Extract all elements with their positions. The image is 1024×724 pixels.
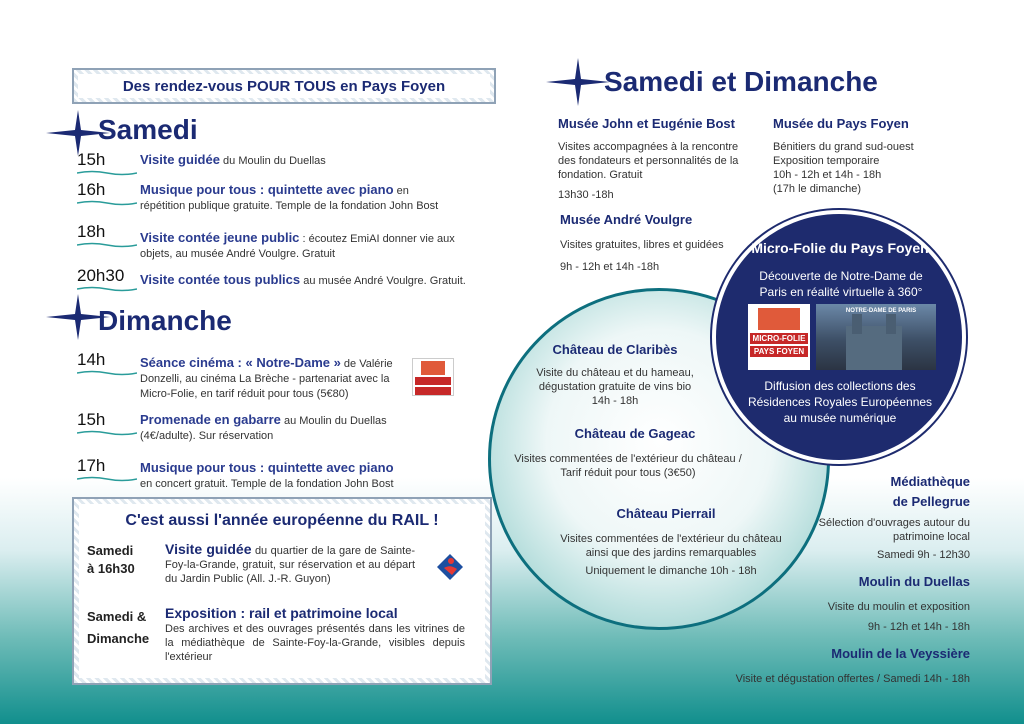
micro-folie-logo xyxy=(748,304,810,370)
logo-text: MICRO-FOLIE xyxy=(750,333,808,344)
mediatheque-hours: Samedi 9h - 12h30 xyxy=(877,549,970,561)
mediatheque-title2: de Pellegrue xyxy=(892,494,970,509)
micro-folie-text2: Diffusion des collections des Résidences Royales Européennes au musée numérique xyxy=(747,379,933,425)
event-entry xyxy=(140,460,500,492)
event-entry xyxy=(140,272,500,289)
rail-item-text: du quartier de la gare de Sainte-Foy-la-Grande, gratuit, sur réservation et au départ du Jardin Public (All. J.-R. Guyon) xyxy=(165,545,416,585)
event-text: au musée André Voulgre. Gratuit. xyxy=(300,275,466,287)
museum-pays-foyen-title: Musée du Pays Foyen xyxy=(773,116,909,131)
event-entry xyxy=(140,152,500,169)
event-title: Visite contée tous publics xyxy=(140,272,301,287)
event-title: Musique pour tous : quintette avec piano xyxy=(140,460,394,475)
museum-voulgre-hours: 9h - 12h et 14h -18h xyxy=(560,261,660,273)
rail-box xyxy=(72,497,492,685)
header-banner xyxy=(72,68,496,104)
rail-item xyxy=(165,542,415,586)
banner-title: Des rendez-vous POUR TOUS en Pays Foyen xyxy=(78,74,490,98)
rail-when-line: à 16h30 xyxy=(87,561,135,576)
museum-bost-text: Visites accompagnées à la rencontre des fondateurs et personnalités de la fondation. Gratuit xyxy=(558,141,739,181)
event-text: du Moulin du Duellas xyxy=(219,155,326,167)
sncf-logo-icon xyxy=(435,552,465,582)
info-line: 14h - 18h xyxy=(591,395,639,407)
event-text: de Valérie xyxy=(340,358,393,370)
sunday-title: Dimanche xyxy=(98,305,232,336)
museum-bost-title: Musée John et Eugénie Bost xyxy=(558,116,735,131)
chateau-pierrail-hours: Uniquement le dimanche 10h - 18h xyxy=(585,565,757,577)
moulin-duellas-title: Moulin du Duellas xyxy=(858,574,970,589)
star-icon xyxy=(546,58,610,106)
moulin-duellas-text: Visite du moulin et exposition xyxy=(827,601,970,613)
rail-title: C'est aussi l'année européenne du RAIL ! xyxy=(125,512,439,529)
event-time: 15h xyxy=(77,410,106,429)
event-text: en xyxy=(393,185,409,197)
info-line: 10h - 12h et 14h - 18h xyxy=(773,169,882,181)
wave-underline xyxy=(77,286,137,292)
logo-text: PAYS FOYEN xyxy=(750,346,808,357)
micro-folie-logo xyxy=(412,358,454,396)
event-time: 15h xyxy=(77,150,106,169)
mediatheque-title: Médiathèque xyxy=(890,474,970,489)
museum-bost-hours: 13h30 -18h xyxy=(558,189,614,201)
rail-item-text: Des archives et des ouvrages présentés dans les vitrines de la médiathèque de Sainte-Foy-la-Grande, visibles depuis l'extérieur xyxy=(165,623,465,663)
event-entry xyxy=(140,182,500,214)
event-time: 16h xyxy=(77,180,106,199)
chateau-claribes-text xyxy=(510,366,720,408)
event-title: Promenade en gabarre xyxy=(140,412,281,427)
info-line: Exposition temporaire xyxy=(773,155,880,167)
event-time: 20h30 xyxy=(77,266,125,285)
chateau-pierrail-title: Château Pierrail xyxy=(616,506,716,521)
wave-underline xyxy=(77,242,137,248)
rail-when-line: Samedi & xyxy=(87,609,147,624)
chateau-pierrail-text: Visites commentées de l'extérieur du château ainsi que des jardins remarquables xyxy=(560,533,782,559)
chateau-gageac-title: Château de Gageac xyxy=(574,426,696,441)
rail-when-line: Dimanche xyxy=(87,631,150,646)
event-text: : écoutez EmiAI donner vie aux xyxy=(299,233,455,245)
weekend-title: Samedi et Dimanche xyxy=(604,66,878,97)
event-entry xyxy=(140,230,500,262)
event-text: (4€/adulte). Sur réservation xyxy=(140,430,274,442)
moulin-veyssiere-text: Visite et dégustation offertes / Samedi 14h - 18h xyxy=(735,673,970,685)
info-line: Bénitiers du grand sud-ouest xyxy=(773,141,914,153)
event-text: en concert gratuit. Temple de la fondation John Bost xyxy=(140,478,394,490)
event-entry xyxy=(140,355,410,402)
event-title: Séance cinéma : « Notre-Dame » xyxy=(140,355,341,370)
micro-folie-text: Découverte de Notre-Dame de Paris en réalité virtuelle à 360° xyxy=(759,269,923,299)
rail-when xyxy=(87,542,157,578)
event-time: 18h xyxy=(77,222,106,241)
event-text: Donzelli, au cinéma La Brèche - partenariat avec la Micro-Folie, en tarif réduit pour tous (5€80) xyxy=(140,373,390,400)
rail-when xyxy=(87,606,157,650)
event-text: répétition publique gratuite. Temple de la fondation John Bost xyxy=(140,200,439,212)
wave-underline xyxy=(77,476,137,482)
event-entry xyxy=(140,412,500,444)
micro-folie-title: Micro-Folie du Pays Foyen xyxy=(751,240,929,256)
museum-pays-foyen-text xyxy=(773,140,953,196)
museum-voulgre-title: Musée André Voulgre xyxy=(560,212,693,227)
moulin-duellas-hours: 9h - 12h et 14h - 18h xyxy=(867,621,970,633)
event-text: objets, au musée André Voulgre. Gratuit xyxy=(140,248,336,260)
wave-underline xyxy=(77,430,137,436)
moulin-veyssiere-title: Moulin de la Veyssière xyxy=(831,646,970,661)
info-line: Visite du château et du hameau, dégustation gratuite de vins bio xyxy=(536,367,694,393)
saturday-title: Samedi xyxy=(98,114,198,145)
wave-underline xyxy=(77,170,137,176)
notre-dame-image xyxy=(816,304,936,370)
rail-when-line: Samedi xyxy=(87,543,134,558)
rail-item-title: Visite guidée xyxy=(165,541,252,557)
event-text: au Moulin du Duellas xyxy=(280,415,387,427)
event-title: Musique pour tous : quintette avec piano xyxy=(140,182,394,197)
info-line: (17h le dimanche) xyxy=(773,183,862,195)
event-title: Visite contée jeune public xyxy=(140,230,300,245)
chateau-claribes-title: Château de Claribès xyxy=(552,342,678,357)
wave-underline xyxy=(77,200,137,206)
event-time: 17h xyxy=(77,456,106,475)
rail-item xyxy=(165,606,465,664)
event-time: 14h xyxy=(77,350,106,369)
event-title: Visite guidée xyxy=(140,152,220,167)
wave-underline xyxy=(77,370,137,376)
chateau-gageac-text: Visites commentées de l'extérieur du château / Tarif réduit pour tous (3€50) xyxy=(514,453,742,479)
image-caption: NOTRE-DAME DE PARIS xyxy=(845,308,917,314)
museum-voulgre-text: Visites gratuites, libres et guidées xyxy=(560,239,724,251)
rail-item-title: Exposition : rail et patrimoine local xyxy=(165,605,398,621)
mediatheque-text: Sélection d'ouvrages autour du patrimoine local xyxy=(818,517,970,543)
